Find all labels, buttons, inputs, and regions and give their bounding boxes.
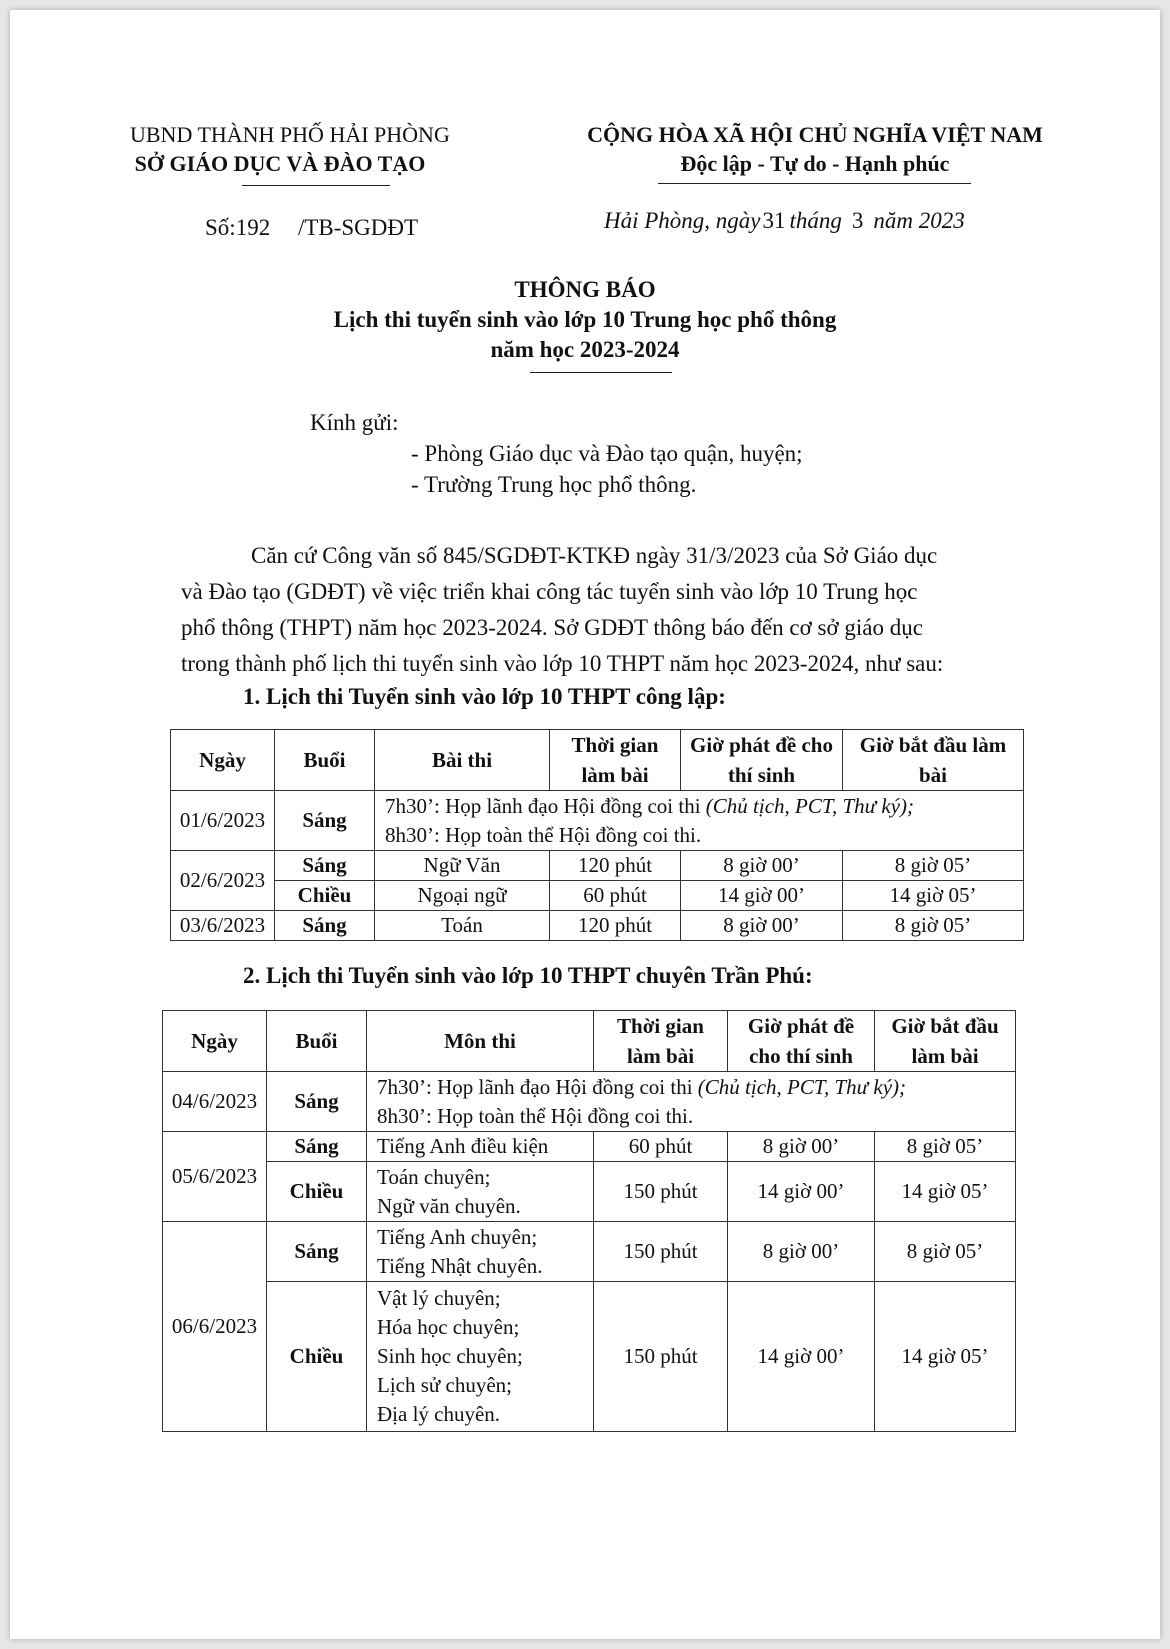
national-title: CỘNG HÒA XÃ HỘI CHỦ NGHĨA VIỆT NAM <box>587 122 1043 147</box>
notice-title: THÔNG BÁO <box>514 277 656 302</box>
motto-underline <box>658 183 971 184</box>
cell-date: 03/6/2023 <box>171 911 275 941</box>
cell-subjects <box>367 1282 594 1432</box>
subject-line: Tiếng Anh chuyên; <box>377 1224 538 1249</box>
subject-line: Tiếng Nhật chuyên. <box>377 1253 543 1278</box>
cell-handout-time: 14 giờ 00’ <box>728 1162 875 1222</box>
doc-code: /TB-SGDĐT <box>297 215 419 240</box>
col-header-start-time: Giờ bắt đầu làm bài <box>875 1011 1016 1072</box>
recipients-label: Kính gửi: <box>310 410 399 435</box>
cell-session: Sáng <box>275 911 375 941</box>
cell-start-time: 8 giờ 05’ <box>875 1222 1016 1282</box>
subject-line: Sinh học chuyên; <box>377 1344 523 1368</box>
cell-subject: Toán <box>375 911 550 941</box>
cell-duration: 120 phút <box>550 851 681 881</box>
cell-start-time: 14 giờ 05’ <box>843 881 1024 911</box>
national-motto: Độc lập - Tự do - Hạnh phúc <box>680 151 950 176</box>
cell-date: 04/6/2023 <box>163 1072 267 1132</box>
issuer-department: SỞ GIÁO DỤC VÀ ĐÀO TẠO <box>134 151 426 176</box>
title-underline <box>530 372 672 373</box>
specialized-school-exam-schedule-table <box>162 1010 1016 1432</box>
subject-line: Tiếng Anh điều kiện <box>377 1134 549 1158</box>
cell-handout-time: 8 giờ 00’ <box>728 1222 875 1282</box>
col-header-subject: Bài thi <box>375 730 550 791</box>
table-row <box>163 1132 1016 1162</box>
cell-session: Chiều <box>267 1162 367 1222</box>
col-header-duration: Thời gian làm bài <box>594 1011 728 1072</box>
col-header-handout-time: Giờ phát đề cho thí sinh <box>681 730 843 791</box>
cell-start-time: 14 giờ 05’ <box>875 1162 1016 1222</box>
recipient-item: - Phòng Giáo dục và Đào tạo quận, huyện; <box>411 441 803 466</box>
cell-meeting-note <box>367 1072 1016 1132</box>
public-school-exam-schedule-table <box>170 729 1024 941</box>
cell-start-time: 14 giờ 05’ <box>875 1282 1016 1432</box>
col-header-date: Ngày <box>163 1011 267 1072</box>
cell-date: 06/6/2023 <box>163 1222 267 1432</box>
col-header-handout-time: Giờ phát đề cho thí sinh <box>728 1011 875 1072</box>
table-row <box>171 881 1024 911</box>
year-label: năm 2023 <box>873 208 965 233</box>
col-header-duration: Thời gian làm bài <box>550 730 681 791</box>
meeting-line1: 7h30’: Họp lãnh đạo Hội đồng coi thi <box>377 1074 698 1099</box>
cell-handout-time: 14 giờ 00’ <box>728 1282 875 1432</box>
issuer-authority: UBND THÀNH PHỐ HẢI PHÒNG <box>130 122 450 147</box>
cell-start-time: 8 giờ 05’ <box>875 1132 1016 1162</box>
cell-subject: Ngoại ngữ <box>375 881 550 911</box>
section2-heading: 2. Lịch thi Tuyển sinh vào lớp 10 THPT chuyên Trần Phú: <box>243 963 813 988</box>
date-month: 3 <box>851 208 864 233</box>
cell-session: Sáng <box>267 1132 367 1162</box>
cell-session: Sáng <box>267 1072 367 1132</box>
cell-date: 02/6/2023 <box>171 851 275 911</box>
meeting-line1-roles: (Chủ tịch, PCT, Thư ký); <box>705 793 915 818</box>
table-row <box>163 1162 1016 1222</box>
table-row <box>163 1282 1016 1432</box>
col-header-session: Buổi <box>267 1011 367 1072</box>
table-row <box>171 851 1024 881</box>
col-header-date: Ngày <box>171 730 275 791</box>
subject-line: Vật lý chuyên; <box>377 1286 501 1310</box>
cell-date: 05/6/2023 <box>163 1132 267 1222</box>
cell-subjects <box>367 1132 594 1162</box>
cell-subjects <box>367 1162 594 1222</box>
date-day: 31 <box>762 208 786 233</box>
cell-handout-time: 8 giờ 00’ <box>681 851 843 881</box>
col-header-session: Buổi <box>275 730 375 791</box>
cell-start-time: 8 giờ 05’ <box>843 851 1024 881</box>
table-row <box>171 911 1024 941</box>
body-line: Căn cứ Công văn số 845/SGDĐT-KTKĐ ngày 31/3/2023 của Sở Giáo dục <box>251 543 938 568</box>
subject-line: Toán chuyên; <box>377 1164 491 1189</box>
body-line: phổ thông (THPT) năm học 2023-2024. Sở GDĐT thông báo đến cơ sở giáo dục <box>181 615 923 640</box>
table-row <box>171 791 1024 851</box>
col-header-subject: Môn thi <box>367 1011 594 1072</box>
notice-school-year: năm học 2023-2024 <box>490 337 680 362</box>
place-date-prefix: Hải Phòng, ngày <box>604 208 761 233</box>
subject-line: Hóa học chuyên; <box>377 1315 520 1339</box>
meeting-line1: 7h30’: Họp lãnh đạo Hội đồng coi thi <box>385 793 706 818</box>
document-page <box>10 10 1160 1639</box>
cell-handout-time: 8 giờ 00’ <box>728 1132 875 1162</box>
cell-date: 01/6/2023 <box>171 791 275 851</box>
cell-duration: 150 phút <box>594 1162 728 1222</box>
cell-meeting-note <box>375 791 1024 851</box>
col-header-start-time: Giờ bắt đầu làm bài <box>843 730 1024 791</box>
meeting-line1-roles: (Chủ tịch, PCT, Thư ký); <box>697 1074 907 1099</box>
table-header-row <box>171 730 1024 791</box>
cell-start-time: 8 giờ 05’ <box>843 911 1024 941</box>
cell-duration: 60 phút <box>594 1132 728 1162</box>
month-label: tháng <box>789 208 842 233</box>
cell-session: Sáng <box>275 851 375 881</box>
meeting-line2: 8h30’: Họp toàn thể Hội đồng coi thi. <box>385 822 702 847</box>
subject-line: Ngữ văn chuyên. <box>377 1193 521 1218</box>
section1-heading: 1. Lịch thi Tuyển sinh vào lớp 10 THPT công lập: <box>243 684 726 709</box>
cell-duration: 150 phút <box>594 1282 728 1432</box>
cell-session: Sáng <box>275 791 375 851</box>
body-line: trong thành phố lịch thi tuyển sinh vào lớp 10 THPT năm học 2023-2024, như sau: <box>181 651 944 676</box>
doc-number-label: Số: <box>205 215 236 240</box>
cell-handout-time: 14 giờ 00’ <box>681 881 843 911</box>
subject-line: Địa lý chuyên. <box>377 1402 501 1426</box>
table-row <box>163 1072 1016 1132</box>
meeting-line2: 8h30’: Họp toàn thể Hội đồng coi thi. <box>377 1103 694 1128</box>
issuer-underline <box>242 185 390 186</box>
cell-subject: Ngữ Văn <box>375 851 550 881</box>
cell-duration: 150 phút <box>594 1222 728 1282</box>
body-paragraph <box>181 538 1061 682</box>
notice-subtitle: Lịch thi tuyển sinh vào lớp 10 Trung học phổ thông <box>333 307 837 332</box>
cell-handout-time: 8 giờ 00’ <box>681 911 843 941</box>
table-row <box>163 1222 1016 1282</box>
doc-number-value: 192 <box>235 215 271 240</box>
cell-subjects <box>367 1222 594 1282</box>
subject-line: Lịch sử chuyên; <box>377 1373 513 1397</box>
cell-session: Chiều <box>267 1282 367 1432</box>
cell-session: Sáng <box>267 1222 367 1282</box>
body-line: và Đào tạo (GDĐT) về việc triển khai công tác tuyển sinh vào lớp 10 Trung học <box>181 579 918 604</box>
cell-session: Chiều <box>275 881 375 911</box>
cell-duration: 60 phút <box>550 881 681 911</box>
recipient-item: - Trường Trung học phổ thông. <box>411 472 697 497</box>
table-header-row <box>163 1011 1016 1072</box>
place-date <box>604 208 965 234</box>
doc-number <box>205 215 418 241</box>
cell-duration: 120 phút <box>550 911 681 941</box>
